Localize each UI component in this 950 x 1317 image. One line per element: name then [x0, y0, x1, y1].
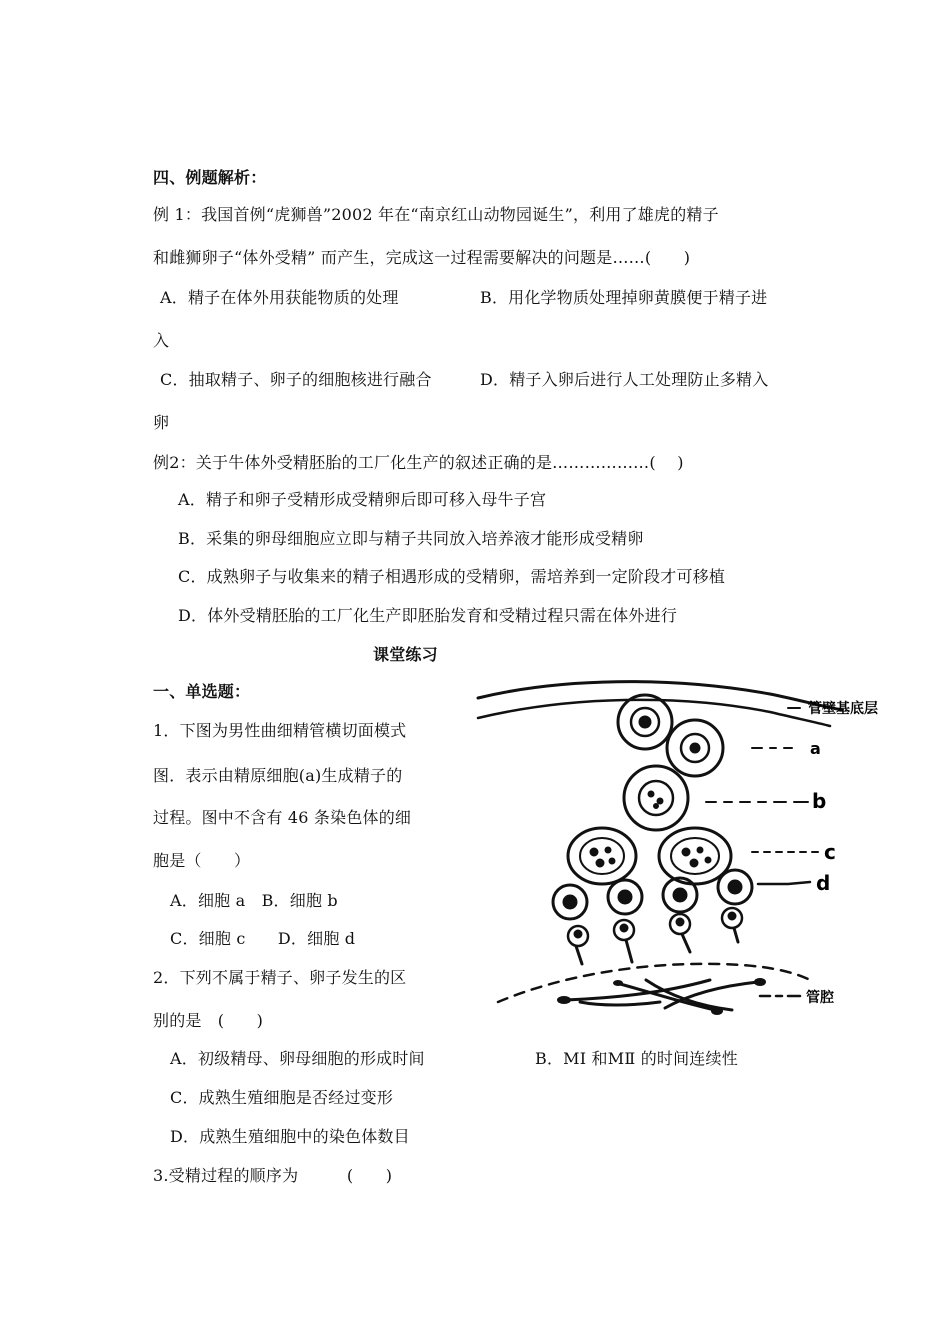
- seminiferous-tubule-diagram: [470, 680, 890, 1020]
- question1-line4: 胞是（ ）: [153, 851, 251, 870]
- example2-option-c: C．成熟卵子与收集来的精子相遇形成的受精卵，需培养到一定阶段才可移植: [178, 567, 726, 586]
- label-c: c: [824, 840, 836, 864]
- question2-option-b: B．MⅠ 和MⅡ 的时间连续性: [535, 1049, 738, 1068]
- label-basement-layer: 管壁基底层: [808, 701, 878, 717]
- example2-option-b: B．采集的卵母细胞应立即与精子共同放入培养液才能形成受精卵: [178, 529, 644, 548]
- mature-sperm-group: [566, 980, 758, 1010]
- question1-options-ab: A．细胞 a B．细胞 b: [170, 891, 338, 910]
- example1-option-d-continued: 卵: [153, 413, 170, 432]
- cell-d-1: [553, 885, 587, 919]
- example1-option-c: C．抽取精子、卵子的细胞核进行融合: [160, 370, 432, 389]
- cell-b: [624, 766, 688, 830]
- question1-line3: 过程。图中不含有 46 条染色体的细: [153, 808, 412, 827]
- example1-option-b-continued: 入: [153, 331, 170, 350]
- example1-option-a: A．精子在体外用获能物质的处理: [160, 288, 399, 307]
- question2-option-d: D．成熟生殖细胞中的染色体数目: [170, 1127, 410, 1146]
- cell-a-top: [618, 695, 672, 749]
- cell-d-4: [718, 870, 752, 904]
- label-lumen: 管腔: [806, 990, 834, 1006]
- question3-stem: 3.受精过程的顺序为 ( ): [153, 1166, 393, 1185]
- developing-sperm-4: [722, 908, 742, 942]
- question2-option-a: A．初级精母、卵母细胞的形成时间: [170, 1049, 425, 1068]
- example1-line2: 和雌狮卵子“体外受精” 而产生，完成这一过程需要解决的问题是……( ): [153, 248, 691, 267]
- practice-title: 课堂练习: [373, 645, 438, 664]
- cell-a: [667, 720, 723, 776]
- single-choice-heading: 一、单选题：: [153, 682, 251, 701]
- question2-line1: 2．下列不属于精子、卵子发生的区: [153, 968, 407, 987]
- cell-d-2: [608, 880, 642, 914]
- label-d: d: [816, 871, 831, 895]
- question2-option-c: C．成熟生殖细胞是否经过变形: [170, 1088, 394, 1107]
- section-heading: 四、例题解析：: [153, 168, 267, 187]
- tubule-wall-outer: [478, 682, 842, 710]
- developing-sperm-2: [614, 920, 634, 962]
- example2-option-d: D．体外受精胚胎的工厂化生产即胚胎发育和受精过程只需在体外进行: [178, 606, 678, 625]
- cell-c-left: [568, 828, 636, 884]
- developing-sperm-3: [670, 914, 690, 952]
- leader-d: [758, 882, 810, 884]
- example1-option-b: B．用化学物质处理掉卵黄膜便于精子进: [480, 288, 768, 307]
- question1-line2: 图．表示由精原细胞(a)生成精子的: [153, 766, 403, 785]
- cell-c-right: [659, 828, 731, 884]
- example2-stem: 例2：关于牛体外受精胚胎的工厂化生产的叙述正确的是………………( ): [153, 453, 684, 472]
- label-a: a: [810, 739, 821, 758]
- question2-line2: 别的是 ( ): [153, 1011, 264, 1030]
- question1-line1: 1．下图为男性曲细精管横切面模式: [153, 721, 407, 740]
- example1-option-d: D．精子入卵后进行人工处理防止多精入: [480, 370, 769, 389]
- question1-options-cd: C．细胞 c D．细胞 d: [170, 929, 356, 948]
- example2-option-a: A．精子和卵子受精形成受精卵后即可移入母牛子宫: [178, 490, 547, 509]
- developing-sperm-1: [568, 926, 588, 964]
- label-b: b: [812, 789, 827, 813]
- example1-line1: 例 1：我国首例“虎狮兽”2002 年在“南京红山动物园诞生”，利用了雄虎的精子: [153, 205, 719, 224]
